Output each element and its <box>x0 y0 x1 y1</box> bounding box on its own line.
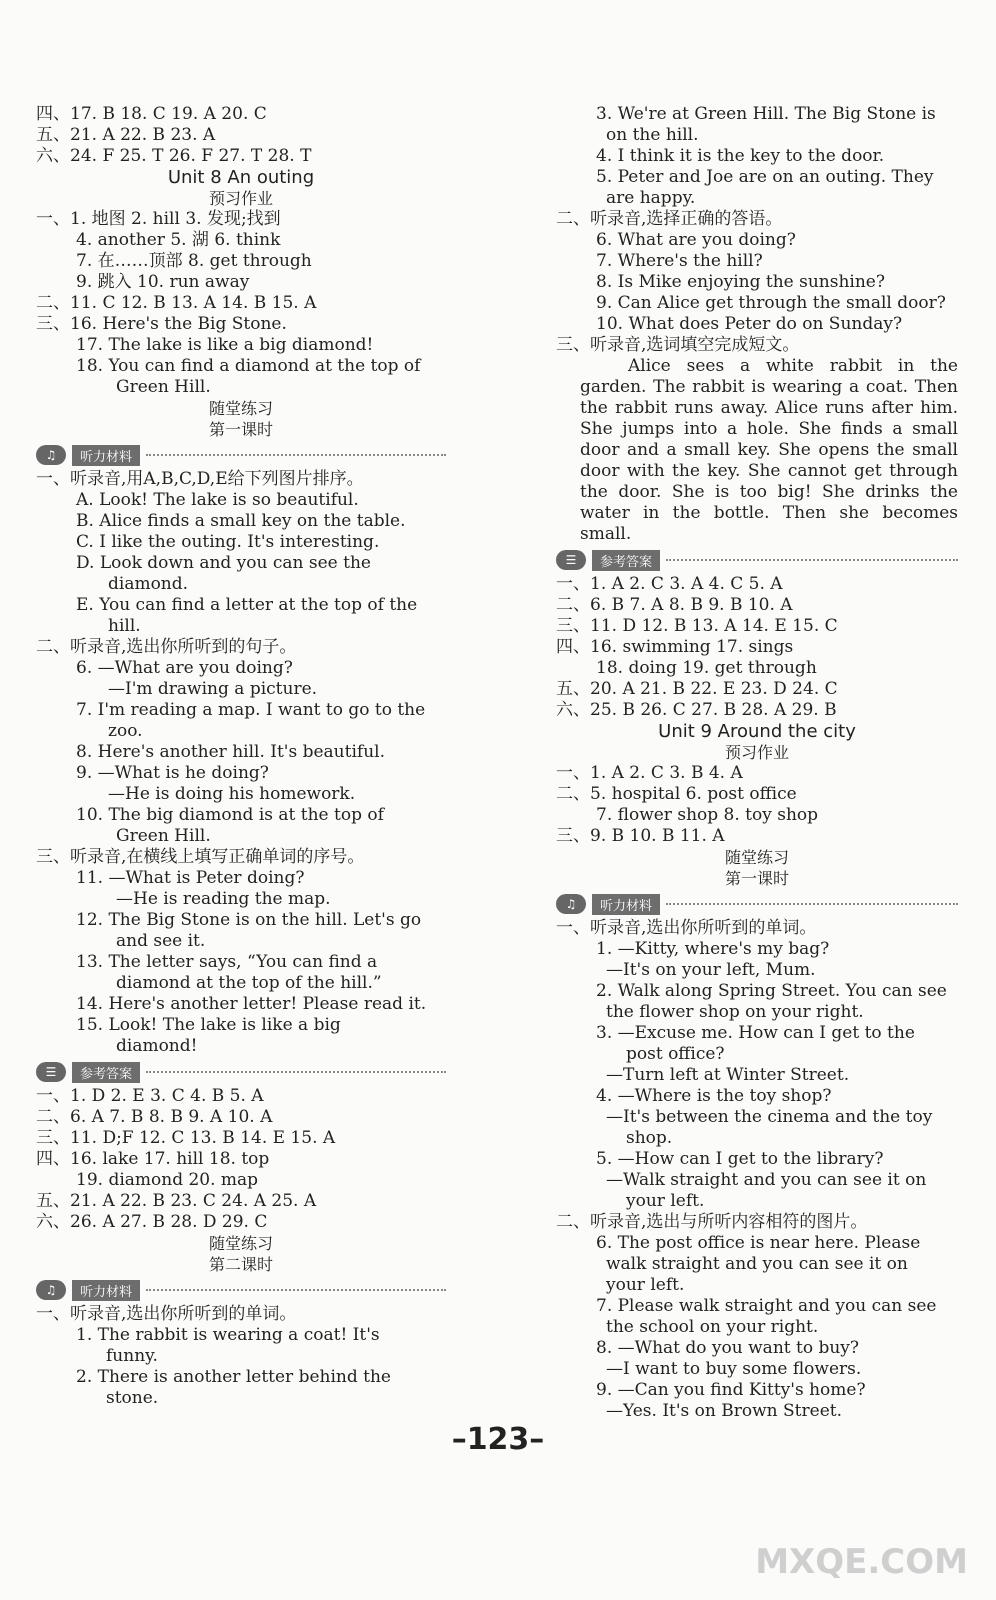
passage <box>556 356 958 545</box>
script-line: A. Look! The lake is so beautiful. <box>76 490 359 510</box>
script-line: 2. There is another letter behind the <box>76 1367 391 1387</box>
script-line: B. Alice finds a small key on the table. <box>76 511 406 531</box>
left-column <box>36 104 446 1409</box>
listening-header <box>36 444 446 466</box>
script-line: C. I like the outing. It's interesting. <box>76 532 380 552</box>
preview-line: 二、11. C 12. B 13. A 14. B 15. A <box>36 293 317 313</box>
answer-line: 18. doing 19. get through <box>596 658 817 678</box>
script-line: are happy. <box>606 188 696 208</box>
answer-line: 一、1. A 2. C 3. A 4. C 5. A <box>556 574 783 594</box>
question: 一、听录音,选出你所听到的单词。 <box>556 918 817 938</box>
answer-line: 五、21. A 22. B 23. A <box>36 125 216 145</box>
script-line: 4. I think it is the key to the door. <box>596 146 885 166</box>
script-line: 8. —What do you want to buy? <box>596 1338 860 1358</box>
question: 三、听录音,选词填空完成短文。 <box>556 335 800 355</box>
script-line: —It's between the cinema and the toy <box>606 1107 933 1127</box>
answer-line: 二、6. B 7. A 8. B 9. B 10. A <box>556 595 793 615</box>
script-line: D. Look down and you can see the <box>76 553 371 573</box>
preview-line: 一、1. A 2. C 3. B 4. A <box>556 763 743 783</box>
script-line: 11. —What is Peter doing? <box>76 868 305 888</box>
script-line: 2. Walk along Spring Street. You can see <box>596 981 947 1001</box>
script-line: 4. —Where is the toy shop? <box>596 1086 832 1106</box>
answer-line: 四、17. B 18. C 19. A 20. C <box>36 104 267 124</box>
answer-header <box>36 1061 446 1083</box>
script-line: 6. —What are you doing? <box>76 658 293 678</box>
preview-line: Green Hill. <box>116 377 211 397</box>
script-line: the flower shop on your right. <box>606 1002 864 1022</box>
script-line: 8. Is Mike enjoying the sunshine? <box>596 272 885 292</box>
unit-title: Unit 9 Around the city <box>658 721 856 742</box>
section-title: 随堂练习 <box>208 1234 273 1253</box>
passage-text: Alice sees a white rabbit in the garden. The rabbit is wearing a coat. Then the rabbit runs away. Alice runs after him. She jumps into a hole. She finds a small door and a small key. She opens the small door with the key. She cannot get through the door. She is too big! She drinks the water in the bottle. Then she becomes small. <box>580 356 958 544</box>
script-line: post office? <box>626 1044 725 1064</box>
listening-header <box>36 1279 446 1301</box>
script-line: diamond at the top of the hill.” <box>116 973 382 993</box>
answer-line: 三、11. D 12. B 13. A 14. E 15. C <box>556 616 838 636</box>
script-line: and see it. <box>116 931 206 951</box>
script-line: 6. The post office is near here. Please <box>596 1233 921 1253</box>
script-line: E. You can find a letter at the top of the <box>76 595 418 615</box>
listening-header <box>556 893 958 915</box>
question: 二、听录音,选出你所听到的句子。 <box>36 637 297 657</box>
preview-line: 三、16. Here's the Big Stone. <box>36 314 287 334</box>
script-line: zoo. <box>108 721 143 741</box>
script-line: the school on your right. <box>606 1317 819 1337</box>
script-line: on the hill. <box>606 125 699 145</box>
listening-label: 听力材料 <box>72 445 140 466</box>
answer-line: 六、25. B 26. C 27. B 28. A 29. B <box>556 700 837 720</box>
script-line: 8. Here's another hill. It's beautiful. <box>76 742 385 762</box>
script-line: walk straight and you can see it on <box>606 1254 908 1274</box>
script-line: 6. What are you doing? <box>596 230 796 250</box>
answer-line: 五、21. A 22. B 23. C 24. A 25. A <box>36 1191 317 1211</box>
script-line: 5. Peter and Joe are on an outing. They <box>596 167 934 187</box>
answer-label: 参考答案 <box>592 550 660 571</box>
answer-line: 六、24. F 25. T 26. F 27. T 28. T <box>36 146 312 166</box>
script-line: funny. <box>106 1346 158 1366</box>
answer-line: 19. diamond 20. map <box>76 1170 259 1190</box>
script-line: 9. —Can you find Kitty's home? <box>596 1380 866 1400</box>
answer-header <box>556 549 958 571</box>
divider <box>146 1071 446 1073</box>
script-line: 7. Where's the hill? <box>596 251 763 271</box>
preview-line: 二、5. hospital 6. post office <box>556 784 797 804</box>
question: 三、听录音,在横线上填写正确单词的序号。 <box>36 847 365 867</box>
script-line: 5. —How can I get to the library? <box>596 1149 884 1169</box>
script-line: 7. I'm reading a map. I want to go to the <box>76 700 426 720</box>
lesson-title: 第二课时 <box>208 1255 273 1274</box>
script-line: —He is reading the map. <box>116 889 331 909</box>
preview-line: 一、1. 地图 2. hill 3. 发现;找到 <box>36 209 281 229</box>
divider <box>146 1289 446 1291</box>
script-line: —Turn left at Winter Street. <box>606 1065 850 1085</box>
headphones-icon: ♫ <box>36 445 66 465</box>
section-title: 预习作业 <box>724 743 789 762</box>
script-line: —Walk straight and you can see it on <box>606 1170 927 1190</box>
right-column <box>556 104 958 1422</box>
preview-line: 7. 在……顶部 8. get through <box>76 251 312 271</box>
listening-label: 听力材料 <box>72 1280 140 1301</box>
script-line: 3. —Excuse me. How can I get to the <box>596 1023 915 1043</box>
preview-line: 7. flower shop 8. toy shop <box>596 805 819 825</box>
divider <box>666 559 958 561</box>
answer-label: 参考答案 <box>72 1062 140 1083</box>
answer-line: 二、6. A 7. B 8. B 9. A 10. A <box>36 1107 273 1127</box>
script-line: 12. The Big Stone is on the hill. Let's go <box>76 910 422 930</box>
preview-line: 三、9. B 10. B 11. A <box>556 826 725 846</box>
preview-line: 4. another 5. 湖 6. think <box>76 230 281 250</box>
answer-line: 四、16. swimming 17. sings <box>556 637 794 657</box>
preview-line: 18. You can find a diamond at the top of <box>76 356 421 376</box>
script-line: —I want to buy some flowers. <box>606 1359 862 1379</box>
section-title: 预习作业 <box>208 189 273 208</box>
section-title: 随堂练习 <box>208 399 273 418</box>
unit-title: Unit 8 An outing <box>167 167 315 188</box>
script-line: diamond! <box>116 1036 198 1056</box>
script-line: —It's on your left, Mum. <box>606 960 816 980</box>
listening-label: 听力材料 <box>592 894 660 915</box>
script-line: 7. Please walk straight and you can see <box>596 1296 937 1316</box>
script-line: stone. <box>106 1388 159 1408</box>
script-line: 9. Can Alice get through the small door? <box>596 293 946 313</box>
answer-line: 六、26. A 27. B 28. D 29. C <box>36 1212 268 1232</box>
question: 二、听录音,选出与所听内容相符的图片。 <box>556 1212 868 1232</box>
script-line: your left. <box>626 1191 705 1211</box>
preview-line: 17. The lake is like a big diamond! <box>76 335 374 355</box>
headphones-icon: ♫ <box>36 1280 66 1300</box>
script-line: 15. Look! The lake is like a big <box>76 1015 341 1035</box>
preview-line: 9. 跳入 10. run away <box>76 272 250 292</box>
script-line: 1. The rabbit is wearing a coat! It's <box>76 1325 380 1345</box>
divider <box>146 454 446 456</box>
script-line: —Yes. It's on Brown Street. <box>606 1401 842 1421</box>
script-line: —I'm drawing a picture. <box>108 679 318 699</box>
question: 一、听录音,选出你所听到的单词。 <box>36 1304 297 1324</box>
divider <box>666 903 958 905</box>
answer-line: 三、11. D;F 12. C 13. B 14. E 15. A <box>36 1128 336 1148</box>
question: 一、听录音,用A,B,C,D,E给下列图片排序。 <box>36 469 364 489</box>
script-line: 9. —What is he doing? <box>76 763 269 783</box>
headphones-icon: ♫ <box>556 894 586 914</box>
script-line: shop. <box>626 1128 673 1148</box>
script-line: 3. We're at Green Hill. The Big Stone is <box>596 104 936 124</box>
script-line: —He is doing his homework. <box>108 784 356 804</box>
page-number: –123– <box>451 1422 545 1457</box>
answer-line: 一、1. D 2. E 3. C 4. B 5. A <box>36 1086 264 1106</box>
lesson-title: 第一课时 <box>208 420 273 439</box>
script-line: 13. The letter says, “You can find a <box>76 952 378 972</box>
script-line: 1. —Kitty, where's my bag? <box>596 939 830 959</box>
script-line: your left. <box>606 1275 685 1295</box>
list-icon: ☰ <box>556 550 586 570</box>
script-line: 14. Here's another letter! Please read it. <box>76 994 427 1014</box>
lesson-title: 第一课时 <box>724 869 789 888</box>
script-line: Green Hill. <box>116 826 211 846</box>
section-title: 随堂练习 <box>724 848 789 867</box>
answer-line: 五、20. A 21. B 22. E 23. D 24. C <box>556 679 838 699</box>
watermark: MXQE.COM <box>755 1542 968 1582</box>
question: 二、听录音,选择正确的答语。 <box>556 209 783 229</box>
script-line: 10. What does Peter do on Sunday? <box>596 314 903 334</box>
script-line: hill. <box>108 616 141 636</box>
script-line: 10. The big diamond is at the top of <box>76 805 384 825</box>
script-line: diamond. <box>108 574 189 594</box>
answer-line: 四、16. lake 17. hill 18. top <box>36 1149 270 1169</box>
list-icon: ☰ <box>36 1062 66 1082</box>
